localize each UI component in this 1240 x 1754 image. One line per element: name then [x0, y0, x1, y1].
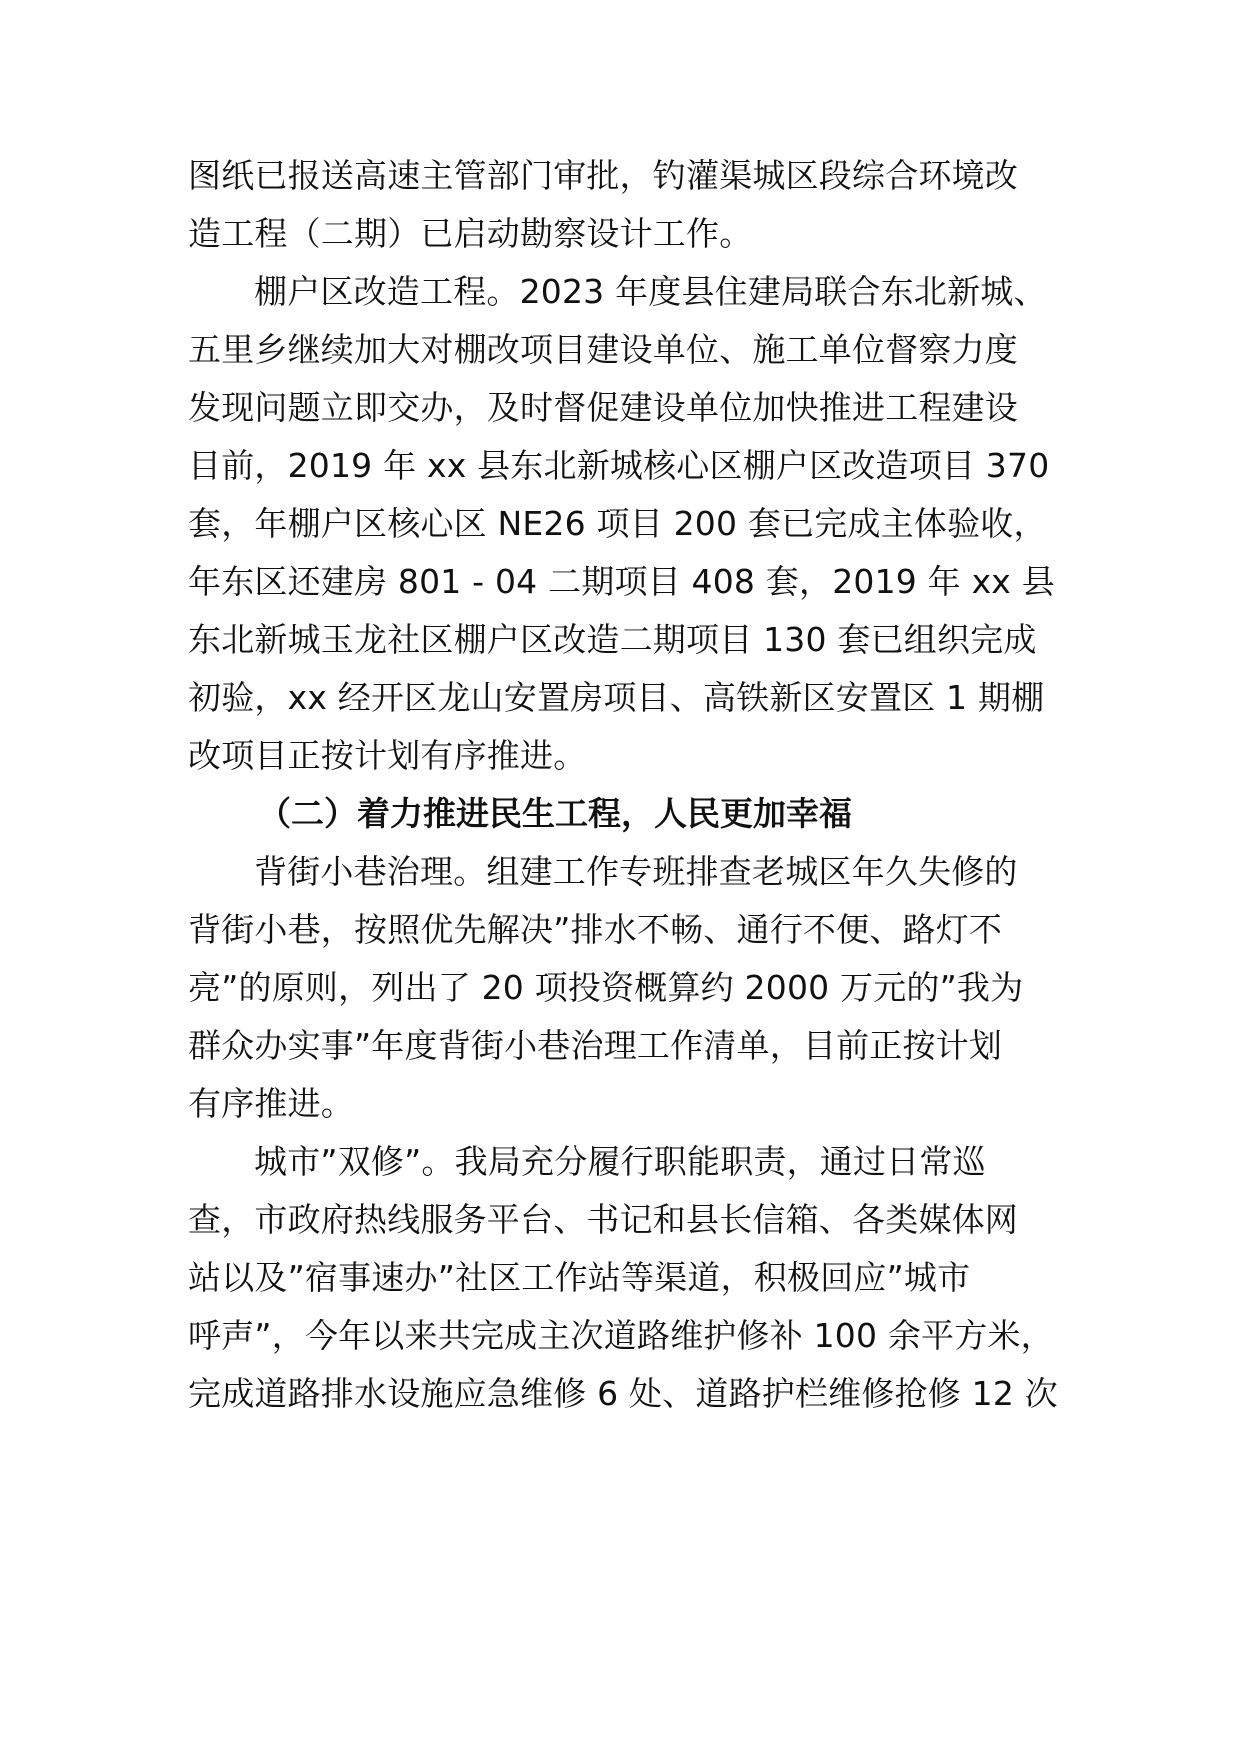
text-line: 图纸已报送高速主管部门审批，钓灌渠城区段综合环境改 [188, 156, 1018, 195]
text-line: 站以及”宿事速办”社区工作站等渠道，积极回应”城市 [188, 1258, 971, 1297]
paragraph-start-line: 背街小巷治理。组建工作专班排查老城区年久失修的 [254, 852, 1018, 891]
text-line: 呼声”，今年以来共完成主次道路维护修补 100 余平方米， [188, 1316, 1054, 1355]
paragraph-start-line: 城市”双修”。我局充分履行职能职责，通过日常巡 [254, 1142, 986, 1181]
text-line: 亮”的原则，列出了 20 项投资概算约 2000 万元的”我为 [188, 968, 1024, 1007]
text-line: 造工程（二期）已启动勘察设计工作。 [188, 214, 753, 253]
section-heading: （二）着力推进民生工程，人民更加幸福 [258, 794, 852, 833]
text-line: 群众办实事”年度背街小巷治理工作清单，目前正按计划 [188, 1026, 1003, 1065]
text-line: 东北新城玉龙社区棚户区改造二期项目 130 套已组织完成 [188, 620, 1037, 659]
text-line: 发现问题立即交办，及时督促建设单位加快推进工程建设 [188, 388, 1018, 427]
text-line: 改项目正按计划有序推进。 [188, 736, 587, 775]
text-line: 目前，2019 年 xx 县东北新城核心区棚户区改造项目 370 [188, 446, 1050, 485]
text-line: 五里乡继续加大对棚改项目建设单位、施工单位督察力度 [188, 330, 1018, 369]
text-line: 完成道路排水设施应急维修 6 处、道路护栏维修抢修 12 次 [188, 1374, 1058, 1413]
text-line: 年东区还建房 801 - 04 二期项目 408 套，2019 年 xx 县 [188, 562, 1055, 601]
text-line: 有序推进。 [188, 1084, 354, 1123]
text-line: 初验，xx 经开区龙山安置房项目、高铁新区安置区 1 期棚 [188, 678, 1045, 717]
text-line: 背街小巷，按照优先解决”排水不畅、通行不便、路灯不 [188, 910, 1003, 949]
text-line: 查，市政府热线服务平台、书记和县长信箱、各类媒体网 [188, 1200, 1018, 1239]
text-line: 套，年棚户区核心区 NE26 项目 200 套已完成主体验收， [188, 504, 1047, 543]
paragraph-start-line: 棚户区改造工程。2023 年度县住建局联合东北新城、 [254, 272, 1047, 311]
